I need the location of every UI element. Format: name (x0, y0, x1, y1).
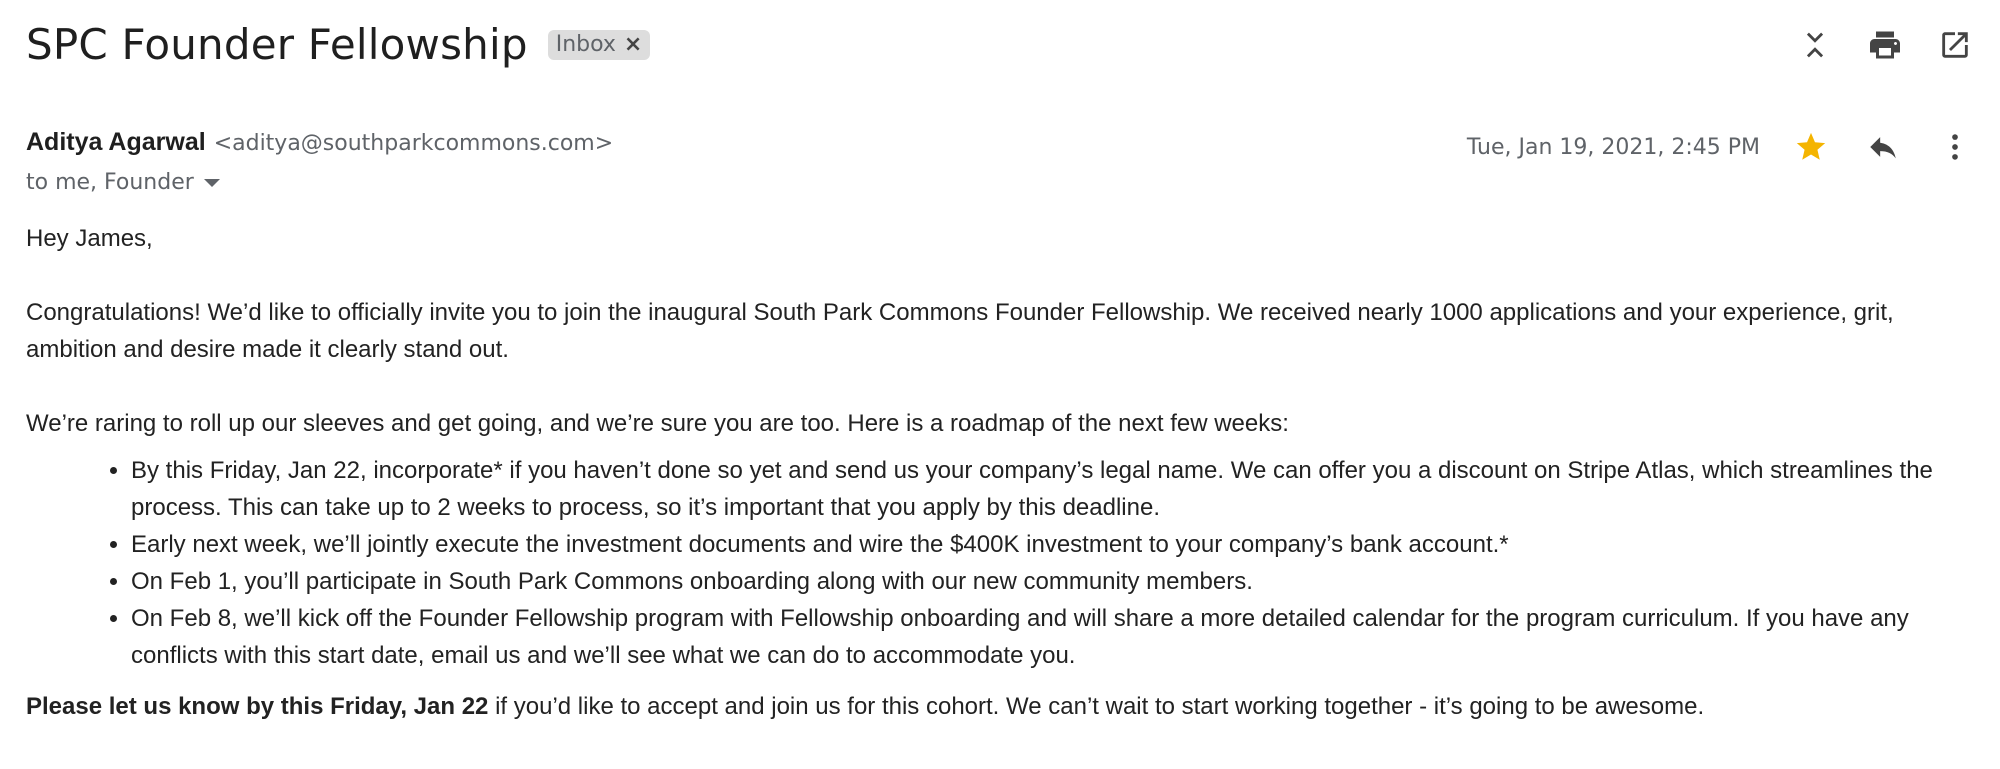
list-item: • Early next week, we’ll jointly execute the investment documents and wire the $400K investment to your company’s bank account.* (131, 526, 1976, 563)
message-date: Tue, Jan 19, 2021, 2:45 PM (1466, 134, 1760, 160)
print-all-button[interactable] (1864, 24, 1906, 66)
more-options-button[interactable] (1934, 126, 1976, 168)
reply-button[interactable] (1862, 126, 1904, 168)
label-text: Inbox (555, 32, 616, 57)
chevron-down-icon[interactable] (204, 179, 220, 187)
sender-info (26, 128, 613, 157)
collapse-all-button[interactable] (1794, 24, 1836, 66)
open-in-new-window-icon (1938, 28, 1972, 62)
subject-row (26, 20, 650, 69)
sender-email: <aditya@southparkcommons.com> (213, 131, 614, 156)
list-item: • By this Friday, Jan 22, incorporate* if you haven’t done so yet and send us your company’s legal name. We can offer you a discount on Stripe Atlas, which streamlines the process. This can take up to 2 weeks to process, so it’s important that you apply by this deadline. (131, 452, 1976, 526)
more-vert-icon (1938, 130, 1972, 164)
paragraph-invitation: Congratulations! We’d like to officially invite you to join the inaugural South Park Commons Founder Fellowship. We received nearly 1000 applications and your experience, grit, ambition and desire made it clearly stand out. (26, 299, 1894, 363)
roadmap-list (26, 452, 1976, 674)
closing-paragraph (26, 688, 1976, 725)
top-toolbar (1794, 24, 1976, 66)
reply-icon (1866, 130, 1900, 164)
list-item: • On Feb 8, we’ll kick off the Founder Fellowship program with Fellowship onboarding and will share a more detailed calendar for the program curriculum. If you have any conflicts with this start date, email us and we’ll see what we can do to accommodate you. (131, 600, 1976, 674)
print-icon (1867, 27, 1903, 63)
closing-bold-text: Please let us know by this Friday, Jan 22 (26, 693, 489, 720)
star-icon (1794, 130, 1828, 164)
greeting: Hey James, (26, 225, 153, 252)
sender-name[interactable]: Aditya Agarwal (26, 128, 206, 156)
paragraph-roadmap-intro: We’re raring to roll up our sleeves and get going, and we’re sure you are too. Here is a roadmap of the next few weeks: (26, 410, 1289, 437)
recipients-toggle[interactable] (26, 170, 220, 195)
message-actions (1790, 126, 1976, 168)
message-body (26, 220, 1976, 725)
list-item: • On Feb 1, you’ll participate in South Park Commons onboarding along with our new community members. (131, 563, 1976, 600)
message-meta (1467, 126, 1976, 168)
open-in-new-window-button[interactable] (1934, 24, 1976, 66)
closing-text: if you’d like to accept and join us for this cohort. We can’t wait to start working together - it’s going to be awesome. (488, 693, 1705, 720)
star-button[interactable] (1790, 126, 1832, 168)
inbox-label-chip[interactable] (548, 30, 651, 60)
email-subject: SPC Founder Fellowship (26, 20, 528, 69)
recipients-text: to me, Founder (26, 170, 194, 195)
collapse-all-icon (1798, 28, 1832, 62)
remove-label-icon[interactable]: × (623, 32, 643, 57)
